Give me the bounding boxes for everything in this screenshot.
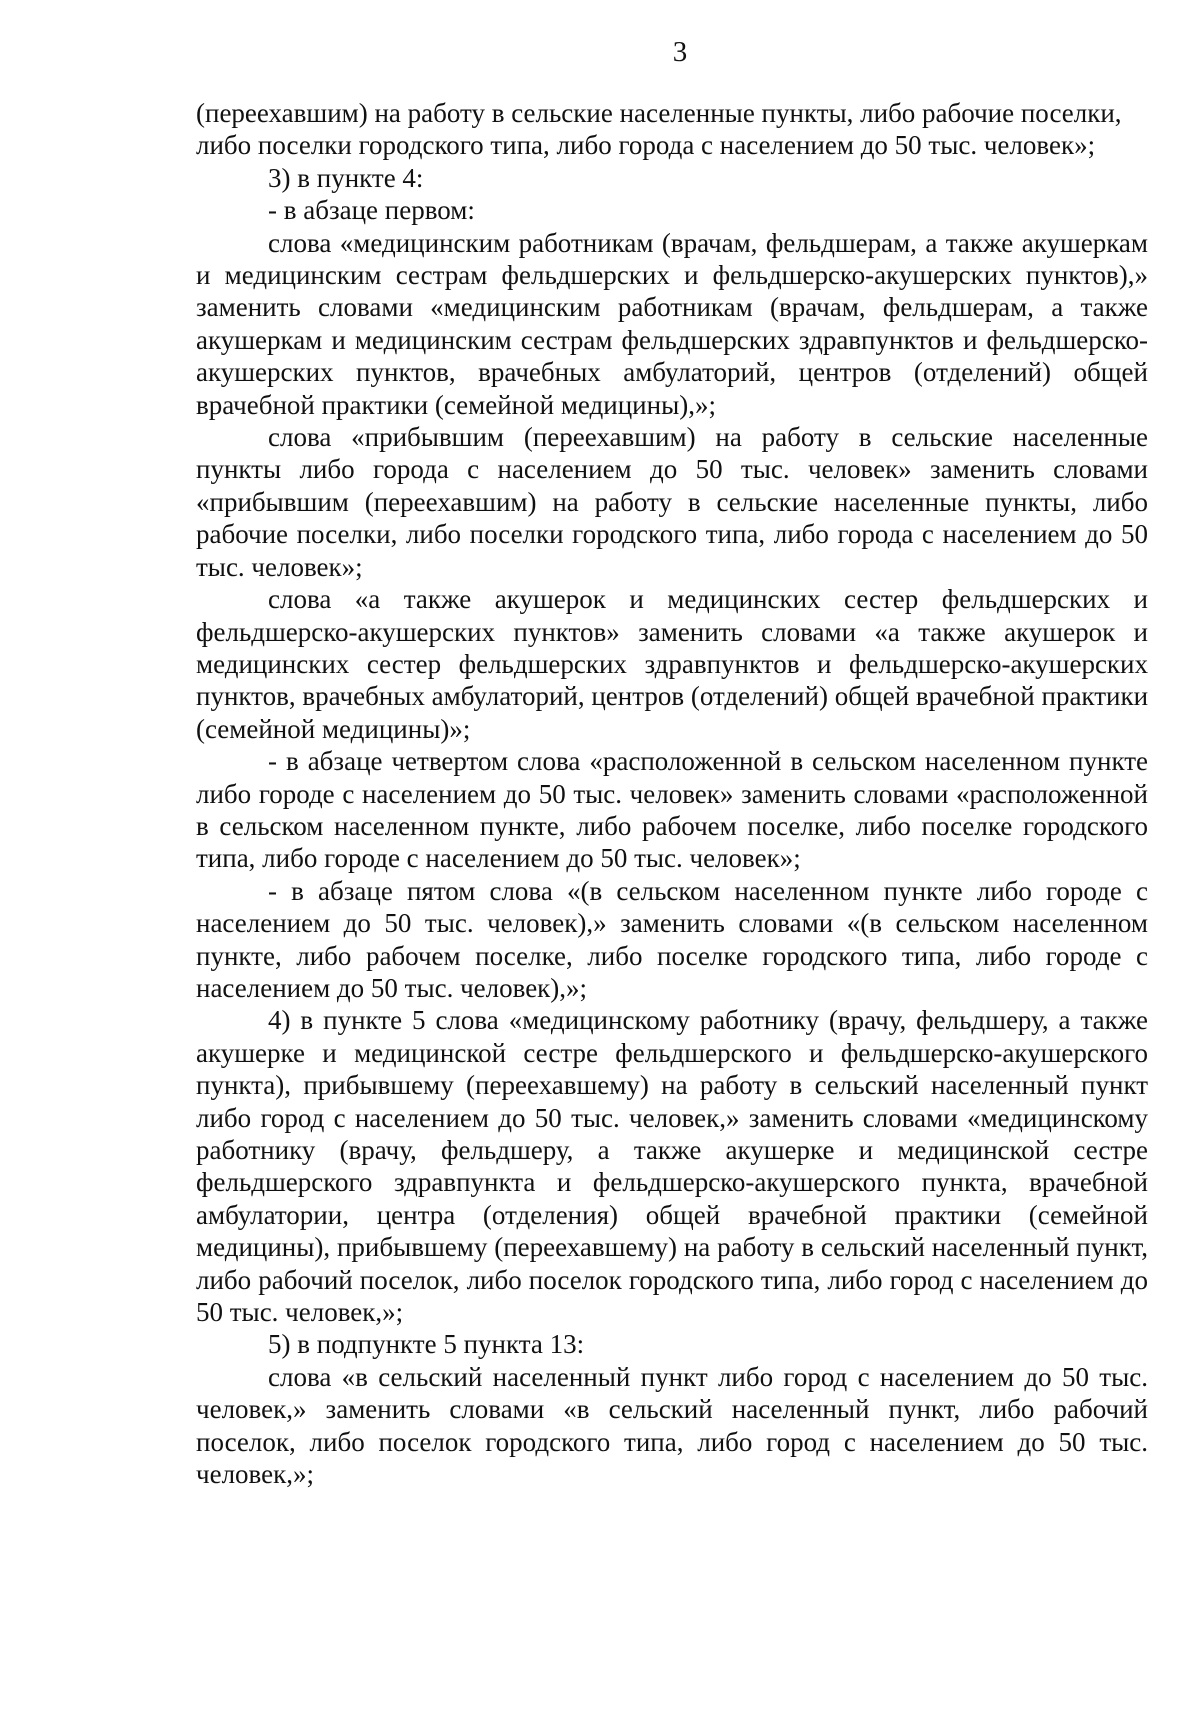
paragraph-item-3: 3) в пункте 4: — [268, 162, 424, 193]
paragraph-item-5: 5) в подпункте 5 пункта 13: — [268, 1329, 585, 1360]
paragraph-first-abzac: - в абзаце первом: — [268, 195, 475, 226]
paragraph-rural-settlement: слова «в сельский населенный пункт либо город с населением до 50 тыс. человек,» заменить словами «в сельский населенный пункт, либо рабочий поселок, либо поселок городского типа, либо город с населением до 50 тыс. человек,»; — [196, 1361, 1148, 1490]
paragraph-medical-workers: слова «медицинским работникам (врачам, фельдшерам, а также акушеркам и медицинским сестрам фельдшерских и фельдшерско-акушерских пунктов),» заменить словами «медицинским работникам (врачам, фельдшерам, а также акушеркам и медицинским сестрам фельдшерских здравпунктов и фельдшерско-акушерских пунктов, врачебных амбулаторий, центров (отделений) общей врачебной практики (семейной медицины),»; — [196, 227, 1148, 420]
paragraph-item-4: 4) в пункте 5 слова «медицинскому работнику (врачу, фельдшеру, а также акушерке и медицинской сестре фельдшерского и фельдшерско-акушерского пункта), прибывшему (переехавшему) на работу в сельский населенный пункт либо город с населением до 50 тыс. человек,» заменить словами «медицинскому работнику (врачу, фельдшеру, а также акушерке и медицинской сестре фельдшерского здравпункта и фельдшерско-акушерского пункта, врачебной амбулатории, центра (отделения) общей врачебной практики (семейной медицины), прибывшему (переехавшему) на работу в сельский населенный пункт, либо рабочий поселок, либо поселок городского типа, либо город с населением до 50 тыс. человек,»; — [196, 1005, 1148, 1328]
page-number: 3 — [672, 36, 688, 68]
paragraph-fifth-abzac: - в абзаце пятом слова «(в сельском населенном пункте либо городе с населением до 50 тыс. человек),» заменить словами «(в сельском населенном пункте, либо рабочем поселке, либо поселке городского типа, либо городе с населением до 50 тыс. человек),»; — [196, 875, 1148, 1003]
paragraph-fourth-abzac: - в абзаце четвертом слова «расположенной в сельском населенном пункте либо городе с населением до 50 тыс. человек» заменить словами «расположенной в сельском населенном пункте, либо рабочем поселке, либо поселке городского типа, либо городе с населением до 50 тыс. человек»; — [196, 746, 1148, 874]
paragraph-midwives: слова «а также акушерок и медицинских сестер фельдшерских и фельдшерско-акушерских пунктов» заменить словами «а также акушерок и медицинских сестер фельдшерских здравпунктов и фельдшерско-акушерских пунктов, врачебных амбулаторий, центров (отделений) общей врачебной практики (семейной медицины)»; — [196, 584, 1149, 744]
paragraph-arrived-workers: слова «прибывшим (переехавшим) на работу в сельские населенные пункты либо города с населением до 50 тыс. человек» заменить словами «прибывшим (переехавшим) на работу в сельские населенные пункты, либо рабочие поселки, либо поселки городского типа, либо города с населением до 50 тыс. человек»; — [196, 422, 1148, 582]
document-body — [196, 97, 1148, 1490]
paragraph-continuation: (переехавшим) на работу в сельские населенные пункты, либо рабочие поселки, либо поселки городского типа, либо города с населением до 50 тыс. человек»; — [196, 98, 1122, 161]
